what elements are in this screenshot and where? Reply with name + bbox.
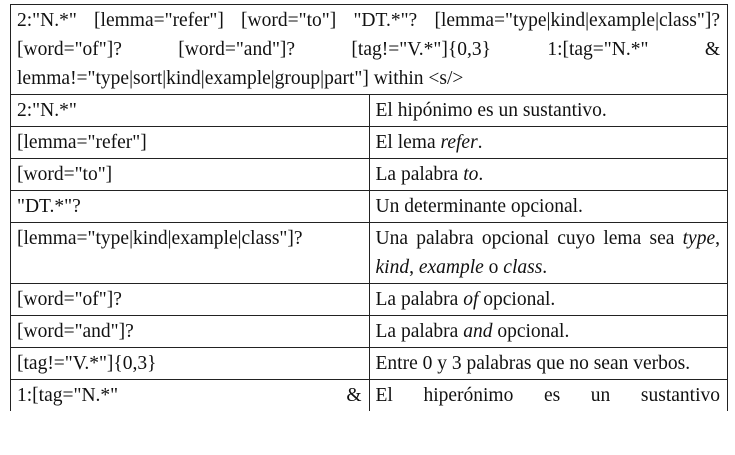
pattern-cell: 1:[tag="N.*" & bbox=[11, 380, 370, 412]
pattern-cell: [tag!="V.*"]{0,3} bbox=[11, 348, 370, 380]
description-cell: El lema refer. bbox=[369, 127, 728, 159]
pattern-cell: [lemma="refer"] bbox=[11, 127, 370, 159]
description-cell: La palabra to. bbox=[369, 159, 728, 191]
table-row bbox=[11, 159, 728, 191]
pattern-cell: [word="and"]? bbox=[11, 316, 370, 348]
table-row bbox=[11, 223, 728, 284]
description-cell: Una palabra opcional cuyo lema sea type, kind, example o class. bbox=[369, 223, 728, 284]
table-row bbox=[11, 348, 728, 380]
table-row bbox=[11, 380, 728, 412]
table-row bbox=[11, 127, 728, 159]
pattern-cell: 2:"N.*" bbox=[11, 95, 370, 127]
full-query-cell: 2:"N.*" [lemma="refer"] [word="to"] "DT.*"? [lemma="type|kind|example|class"]? [word="of"]? [word="and"]? [tag!="V.*"]{0,3} 1:[tag="N.*" & lemma!="type|sort|kind|example|group|part"] within <s/> bbox=[11, 5, 728, 95]
table-row bbox=[11, 284, 728, 316]
pattern-cell: [lemma="type|kind|example|class"]? bbox=[11, 223, 370, 284]
description-cell: Un determinante opcional. bbox=[369, 191, 728, 223]
description-cell: Entre 0 y 3 palabras que no sean verbos. bbox=[369, 348, 728, 380]
pattern-cell: [word="to"] bbox=[11, 159, 370, 191]
description-cell: La palabra and opcional. bbox=[369, 316, 728, 348]
table-row bbox=[11, 316, 728, 348]
query-table bbox=[10, 4, 728, 411]
description-cell: El hiperónimo es un sustantivo bbox=[369, 380, 728, 412]
description-cell: La palabra of opcional. bbox=[369, 284, 728, 316]
description-cell: El hipónimo es un sustantivo. bbox=[369, 95, 728, 127]
pattern-cell: "DT.*"? bbox=[11, 191, 370, 223]
table-row bbox=[11, 191, 728, 223]
header-row bbox=[11, 5, 728, 95]
table-row bbox=[11, 95, 728, 127]
pattern-cell: [word="of"]? bbox=[11, 284, 370, 316]
